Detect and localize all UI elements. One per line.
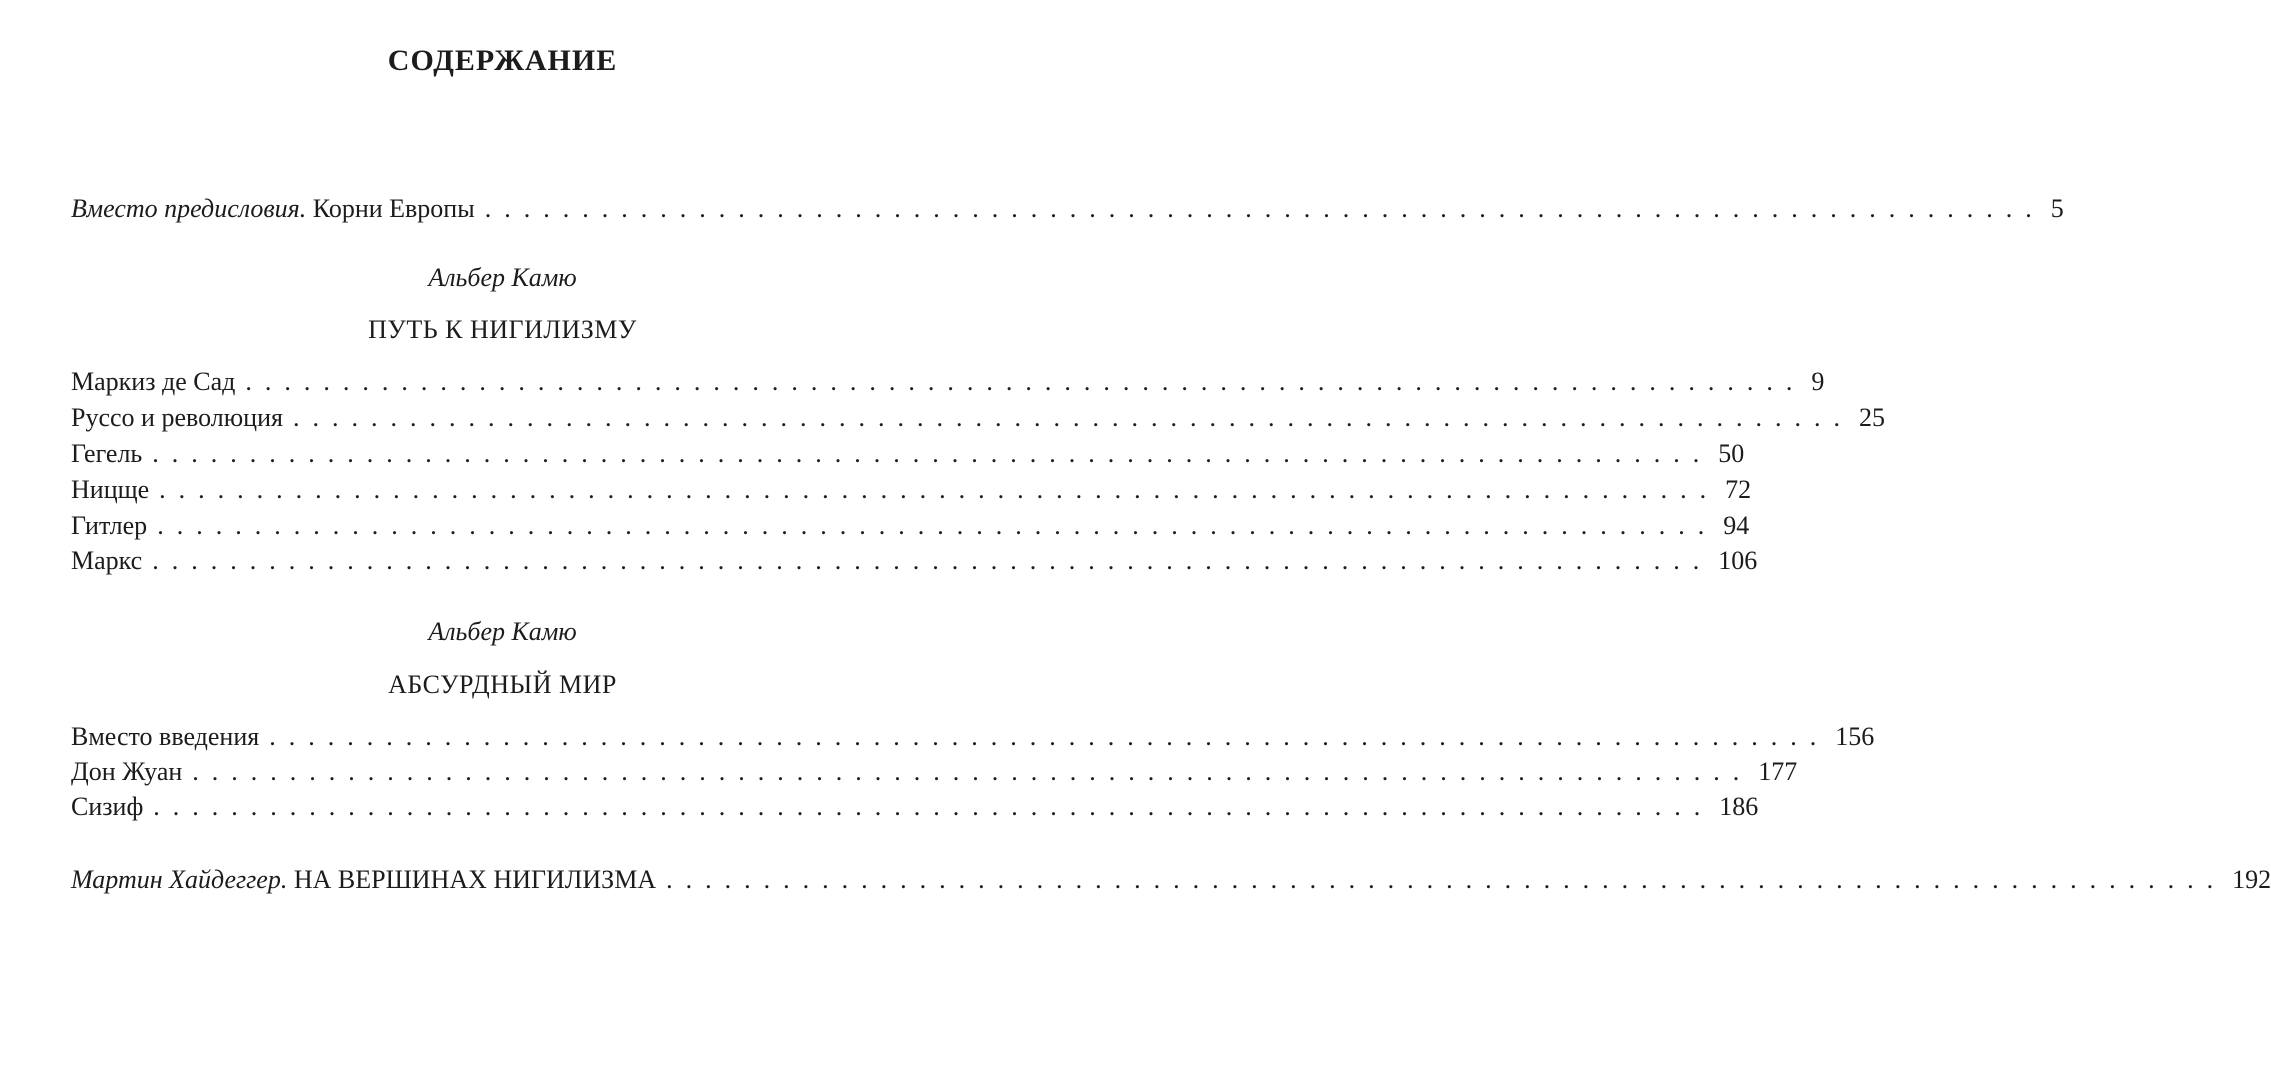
toc-entry-page: 50 <box>1718 439 1745 468</box>
toc-entry-page: 94 <box>1723 511 1750 540</box>
toc-entry-label <box>71 864 656 896</box>
toc-entry-final[interactable] <box>71 864 2271 896</box>
toc-entry-label: Дон Жуан <box>71 757 183 786</box>
toc-entry-page: 72 <box>1725 475 1752 504</box>
dot-leader: ................................................................................ <box>153 792 1714 821</box>
toc-entry-label: Маркиз де Сад <box>71 367 236 396</box>
toc-entry-page: 5 <box>2050 194 2064 223</box>
toc-entry-label: Вместо введения <box>71 722 260 751</box>
toc-entry-label: Ницще <box>71 475 150 504</box>
dot-leader: ................................................................................ <box>484 194 2045 223</box>
toc-entry-page: 9 <box>1811 367 1825 396</box>
page-title: СОДЕРЖАНИЕ <box>387 44 618 77</box>
toc-entry[interactable] <box>71 366 1825 398</box>
dot-leader: ................................................................................ <box>152 439 1713 468</box>
dot-leader: ................................................................................ <box>152 546 1713 575</box>
part2-author: Альбер Камю <box>428 617 577 646</box>
toc-entry[interactable] <box>71 545 1758 577</box>
toc-entry-label-italic: Мартин Хайдеггер. <box>71 865 288 894</box>
dot-leader: ................................................................................ <box>159 475 1720 504</box>
toc-entry-preface[interactable] <box>71 193 2064 225</box>
toc-entry-label-italic: Вместо предисловия. <box>71 194 307 223</box>
toc-entry[interactable] <box>71 402 1885 434</box>
toc-entry-label-rest: Корни Европы <box>306 194 475 223</box>
toc-entry-label: Сизиф <box>71 792 144 821</box>
toc-entry-page: 177 <box>1758 757 1798 786</box>
toc-entry[interactable] <box>71 791 1759 823</box>
dot-leader: ................................................................................ <box>269 722 1830 751</box>
toc-entry-page: 156 <box>1835 722 1875 751</box>
part2-title: АБСУРДНЫЙ МИР <box>388 670 617 699</box>
toc-entry-label: Маркс <box>71 546 143 575</box>
toc-entry[interactable] <box>71 474 1752 506</box>
dot-leader: ................................................................................ <box>666 865 2227 894</box>
dot-leader: ................................................................................ <box>245 367 1806 396</box>
part1-title: ПУТЬ К НИГИЛИЗМУ <box>368 315 637 344</box>
toc-entry-page: 186 <box>1719 792 1759 821</box>
toc-entry[interactable] <box>71 721 1875 753</box>
toc-entry-label <box>71 193 475 225</box>
part1-author: Альбер Камю <box>428 263 577 292</box>
toc-entry-label-rest: НА ВЕРШИНАХ НИГИЛИЗМА <box>287 865 657 894</box>
dot-leader: ................................................................................ <box>292 403 1853 432</box>
toc-entry-page: 192 <box>2232 865 2271 894</box>
toc-entry[interactable] <box>71 756 1798 788</box>
dot-leader: ................................................................................ <box>157 511 1718 540</box>
toc-entry[interactable] <box>71 438 1745 470</box>
toc-entry-page: 25 <box>1858 403 1885 432</box>
toc-entry-page: 106 <box>1718 546 1758 575</box>
dot-leader: ................................................................................ <box>192 757 1753 786</box>
toc-entry-label: Гитлер <box>71 511 148 540</box>
toc-entry-label: Гегель <box>71 439 143 468</box>
toc-entry[interactable] <box>71 510 1750 542</box>
toc-entry-label: Руссо и революция <box>71 403 283 432</box>
